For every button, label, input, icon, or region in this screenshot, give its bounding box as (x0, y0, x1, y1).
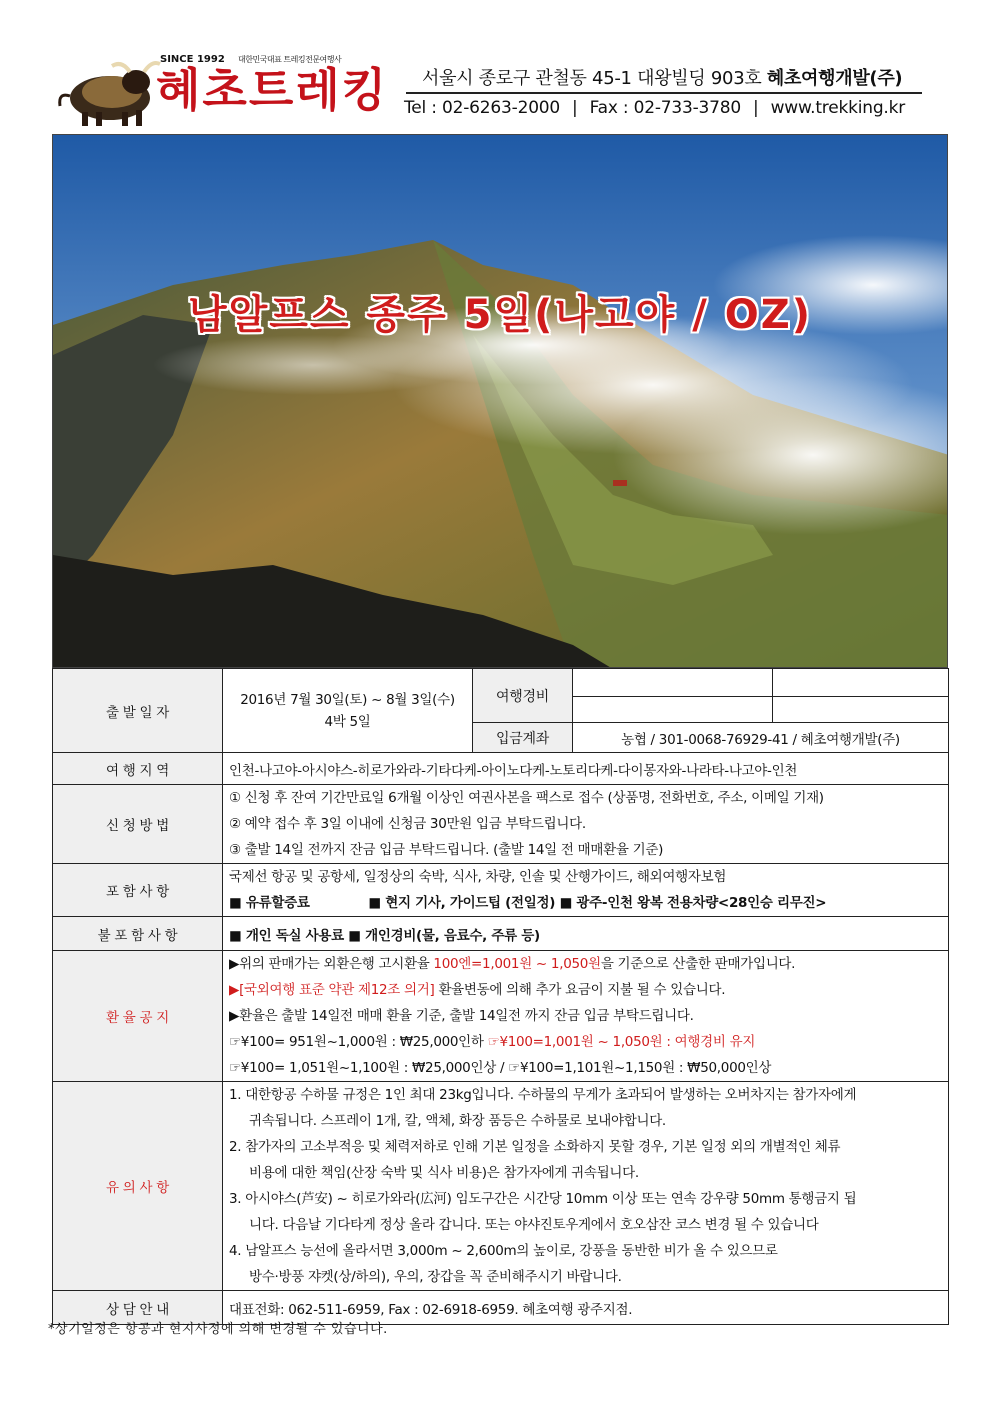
cost-label: 여행경비 (473, 669, 573, 723)
duration: 4박 5일 (324, 713, 371, 730)
mountain-photo (52, 134, 948, 668)
include-label: 포 함 사 항 (53, 864, 223, 917)
address-text: 서울시 종로구 관철동 45-1 대왕빌딩 903호 (422, 68, 762, 89)
cost-cell (573, 697, 773, 723)
include-item: ■ 광주-인천 왕복 전용차량<28인승 리무진> (559, 895, 827, 911)
include-items (223, 864, 949, 917)
exchange-notice (223, 951, 949, 1082)
caution-line: 3. 아시야스(芦安) ~ 히로가와라(広河) 임도구간은 시간당 10mm 이상 또는 연속 강우량 50mm 통행금지 됩 (229, 1191, 857, 1207)
caution-label: 유 의 사 항 (53, 1082, 223, 1291)
exchange-text: 을 기준으로 산출한 판매가입니다. (600, 956, 796, 972)
cost-cell (573, 669, 773, 697)
exclude-value: ■ 개인 독실 사용료 ■ 개인경비(물, 음료수, 주류 등) (223, 917, 949, 951)
company-name: 혜초여행개발(주) (766, 68, 903, 89)
caution-notes (223, 1082, 949, 1291)
exchange-keep: ☞¥100=1,001원 ~ 1,050원 : 여행경비 유지 (487, 1034, 756, 1050)
since-text: SINCE 1992 (160, 54, 225, 65)
region-value: 인천-나고야-아시야스-히로가와라-기타다케-아이노다케-노토리다케-다이몽자와-나라타-나고야-인천 (223, 753, 949, 785)
exchange-rate: 100엔=1,001원 ~ 1,050원 (433, 956, 601, 972)
include-item: ■ 유류할증료 (229, 895, 310, 911)
exchange-line (229, 977, 942, 1003)
apply-line: ③ 출발 14일 전까지 잔금 입금 부탁드립니다. (출발 14일 전 매매환율 기준) (229, 842, 664, 858)
include-line: 국제선 항공 및 공항세, 일정상의 숙박, 식사, 차량, 인솔 및 산행가이드, 해외여행자보험 (229, 869, 727, 885)
letterhead (52, 52, 922, 132)
consult-label: 상 담 안 내 (53, 1291, 223, 1325)
exchange-text: ▶위의 판매가는 외환은행 고시환율 (229, 956, 434, 972)
tagline: 대한민국대표 트레킹전문여행사 (238, 55, 342, 64)
separator: | (572, 98, 578, 118)
exchange-line: ☞¥100= 1,051원~1,100원 : ₩25,000인상 / ☞¥100=1,101원~1,150원 : ₩50,000인상 (229, 1060, 772, 1076)
exchange-line (229, 1029, 942, 1055)
company-logo (52, 52, 392, 130)
account-label: 입금계좌 (473, 723, 573, 753)
caution-line: 1. 대한항공 수하물 규정은 1인 최대 23kg입니다. 수하물의 무게가 초과되어 발생하는 오버차지는 참가자에게 (229, 1087, 857, 1103)
caution-line: 2. 참가자의 고소부적응 및 체력저하로 인해 기본 일정을 소화하지 못할 경우, 기본 일정 외의 개별적인 체류 (229, 1139, 841, 1155)
account-value: 농협 / 301-0068-76929-41 / 혜초여행개발(주) (573, 723, 949, 753)
bull-logo-icon (52, 52, 162, 130)
apply-line: ② 예약 접수 후 3일 이내에 신청금 30만원 입금 부탁드립니다. (229, 816, 586, 832)
tel: Tel : 02-6263-2000 (404, 98, 561, 118)
caution-line: 비용에 대한 책임(산장 숙박 및 식사 비용)은 참가자에게 귀속됩니다. (249, 1165, 639, 1181)
apply-label: 신 청 방 법 (53, 785, 223, 864)
exchange-text: 환율변동에 의해 추가 요금이 지불 될 수 있습니다. (434, 982, 726, 998)
footnote: *상기일정은 항공과 현지사정에 의해 변경될 수 있습니다. (48, 1322, 388, 1337)
company-address (422, 64, 902, 90)
exclude-label: 불 포 함 사 항 (53, 917, 223, 951)
fax: Fax : 02-733-3780 (589, 98, 742, 118)
caution-line: 4. 남알프스 능선에 올라서면 3,000m ~ 2,600m의 높이로, 강풍을 동반한 비가 올 수 있으므로 (229, 1243, 778, 1259)
website-link[interactable]: www.trekking.kr (770, 98, 906, 118)
header-divider (406, 92, 922, 94)
departure-label: 출 발 일 자 (53, 669, 223, 753)
tour-info-table (52, 668, 949, 1325)
exchange-line (229, 951, 942, 977)
departure-date: 2016년 7월 30일(토) ~ 8월 3일(수) (240, 691, 455, 708)
region-label: 여 행 지 역 (53, 753, 223, 785)
tour-title: 남알프스 종주 5일(나고야 / OZ) (187, 292, 813, 338)
caution-line: 귀속됩니다. 스프레이 1개, 칼, 액체, 화장 품등은 수하물로 보내야합니다. (249, 1113, 666, 1129)
brand-name: 혜초트레킹 (156, 63, 389, 117)
caution-line: 니다. 다음날 기다타게 정상 올라 갑니다. 또는 야샤진토우게에서 호오삼잔 코스 변경 될 수 있습니다 (249, 1217, 819, 1233)
mountain-landscape-image (53, 135, 948, 668)
separator: | (753, 98, 759, 118)
departure-cell (223, 669, 473, 753)
consult-value: 대표전화: 062-511-6959, Fax : 02-6918-6959. 혜초여행 광주지점. (223, 1291, 949, 1325)
caution-line: 방수·방풍 쟈켓(상/하의), 우의, 장갑을 꼭 준비해주시기 바랍니다. (249, 1269, 622, 1285)
include-bold-line (229, 890, 942, 916)
include-item: ■ 현지 기사, 가이드팁 (전일정) (368, 895, 556, 911)
apply-method (223, 785, 949, 864)
exchange-label: 환 율 공 지 (53, 951, 223, 1082)
contact-line (404, 98, 905, 118)
cost-cell (773, 669, 949, 697)
exchange-line: ▶환율은 출발 14일전 매매 환율 기준, 출발 14일전 까지 잔금 입금 부탁드립니다. (229, 1008, 694, 1024)
exchange-text: ☞¥100= 951원~1,000원 : ₩25,000인하 (229, 1034, 488, 1050)
exchange-clause: ▶[국외여행 표준 약관 제12조 의거] (229, 982, 435, 998)
cost-cell (773, 697, 949, 723)
apply-line: ① 신청 후 잔여 기간만료일 6개월 이상인 여권사본을 팩스로 접수 (상품명, 전화번호, 주소, 이메일 기재) (229, 790, 824, 806)
